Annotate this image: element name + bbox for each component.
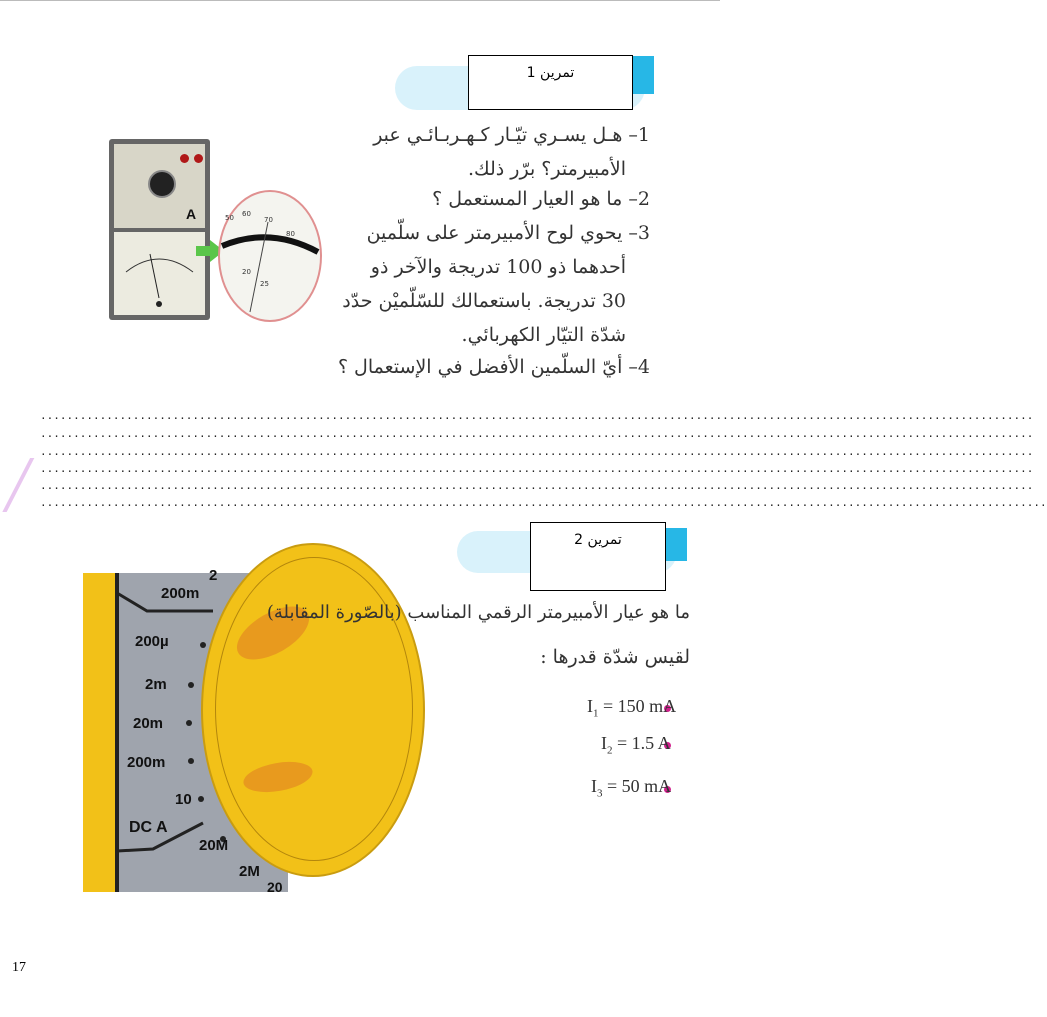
dial-label-2m: 2m [145,676,167,693]
exercise-2-title: تمرين 2 [530,522,666,591]
top-border-line [0,0,720,1]
ex1-q2: 2– ما هو العيار المستعمل ؟ [432,188,650,210]
dial-label-200m-top: 200m [161,585,200,602]
ex2-header-accent [664,528,687,561]
page-number: 17 [12,960,26,975]
dial-label-10: 10 [175,791,192,808]
ex1-q3-line4: شدّة التيّار الكهربائي. [461,324,626,346]
scale-label-25: 25 [260,280,269,288]
exercise-1-title: تمرين 1 [468,55,633,110]
answer-line-6[interactable]: ........................................................................................................................................................ [40,496,1047,509]
ex1-q4: 4– أيّ السلّمين الأفضل في الإستعمال ؟ [337,356,650,378]
answer-line-1[interactable]: ...................................................................................................................................................... [40,409,1034,422]
zoomed-scale-svg [220,192,320,320]
analog-ammeter-photo [109,139,210,320]
ex1-q1-line2: الأمبيرمتر؟ برّر ذلك. [467,158,626,180]
ex1-q3-line2: أحدهما ذو 100 تدريجة والآخر ذو [370,256,626,278]
answer-line-2[interactable]: ...................................................................................................................................................... [40,427,1034,440]
current-i2: $I_2 = 1.5$ A [601,733,671,757]
scale-label-80: 80 [286,230,295,238]
ammeter-top-panel [114,144,205,228]
dial-label-2: 2 [209,567,218,584]
dial-label-200u: 200µ [135,633,169,650]
zoomed-scale-circle [218,190,322,322]
ammeter-scale-face [114,232,205,315]
current-i1: $I_1 = 150$ mA [587,696,677,720]
answer-line-5[interactable]: ...................................................................................................................................................... [40,479,1034,492]
scale-label-60: 60 [242,210,251,218]
dial-label-dc-a: DC A [129,819,168,836]
dial-label-20m: 20m [133,715,164,732]
ammeter-unit-label: A [186,206,197,222]
ex1-q1-line1: 1– هـل يسـري تيّـار كـهـربـائـي عبر [373,124,650,146]
scale-label-70: 70 [264,216,273,224]
terminal-red-1 [180,154,189,163]
dial-label-200m: 200m [127,754,166,771]
ex2-question-line1: ما هو عيار الأمبيرمتر الرقمي المناسب (بالصّورة المقابلة) [266,602,690,623]
answer-line-4[interactable]: ...................................................................................................................................................... [40,462,1034,475]
terminal-red-2 [194,154,203,163]
ex2-question-line2: لقيس شدّة قدرها : [540,646,690,668]
ex1-q3-line3: 30 تدريجة. باستعمالك للسّلّميْن حدّد [342,290,626,312]
ammeter-knob [148,170,176,198]
ex1-q3-line1: 3– يحوي لوح الأمبيرمتر على سلّمين [366,222,650,244]
digital-multimeter-dial-photo [83,567,288,895]
answer-line-3[interactable]: ...................................................................................................................................................... [40,445,1034,458]
dial-label-20: 20 [267,879,283,895]
scale-label-50: 50 [225,214,234,222]
ex1-header-accent [632,56,654,94]
dial-label-2M: 2M [239,863,260,880]
scale-label-20: 20 [242,268,251,276]
ammeter-scale-svg [114,232,205,315]
dial-label-20M: 20M [199,837,229,854]
decorative-watermark-letter: / [6,441,29,529]
current-i3: $I_3 = 50$ mA [591,776,672,800]
